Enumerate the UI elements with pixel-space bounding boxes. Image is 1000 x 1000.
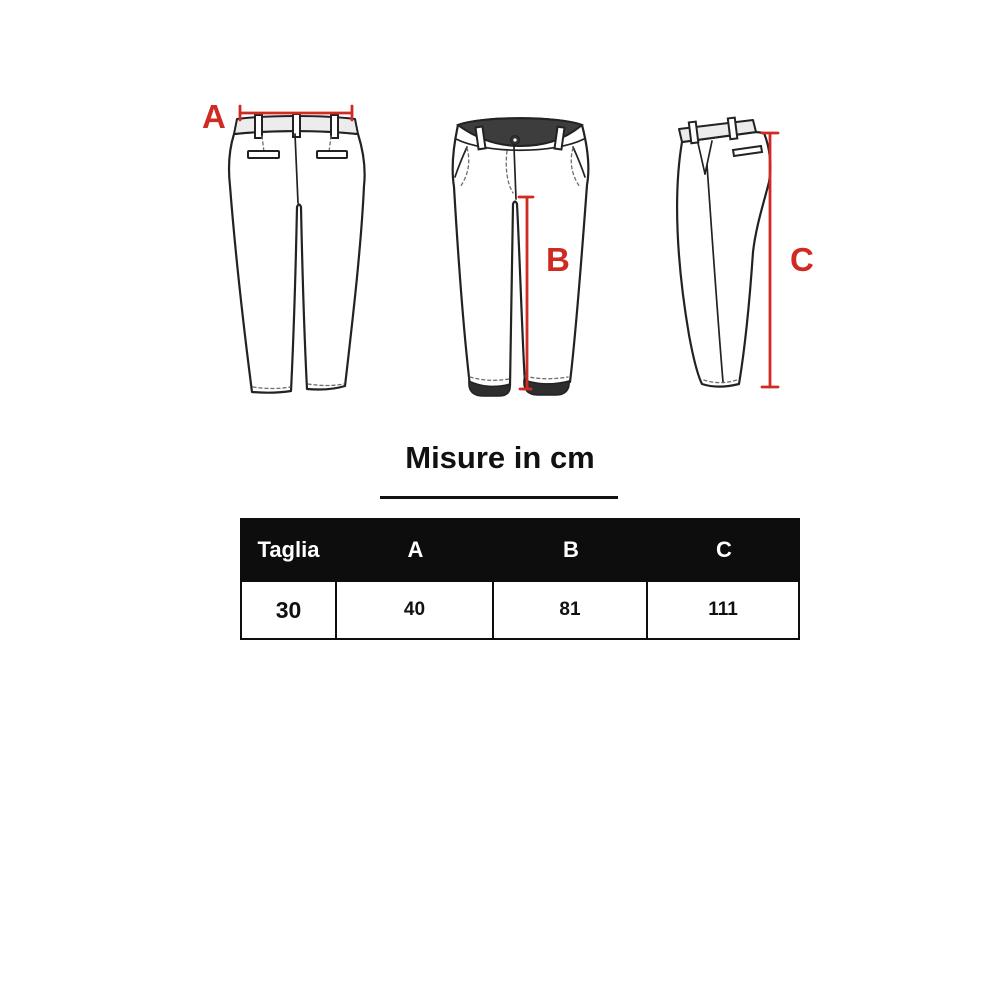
measure-label-c: C (790, 241, 814, 278)
size-table (240, 518, 800, 640)
column-header-taglia: Taglia (257, 537, 320, 562)
back-pocket (317, 151, 347, 158)
cell-taglia: 30 (242, 582, 337, 638)
belt-loop (255, 115, 262, 138)
belt-loop (293, 114, 300, 137)
page-title: Misure in cm (405, 440, 595, 475)
pants-side-view-drawing (677, 118, 778, 387)
cell-a: 40 (337, 582, 494, 638)
measure-label-a: A (202, 98, 226, 135)
belt-loop (728, 118, 738, 140)
size-table-header (240, 518, 800, 582)
cell-c: 111 (708, 599, 738, 620)
column-header-b: B (563, 537, 579, 562)
belt-loop (331, 115, 338, 138)
measure-label-b: B (546, 241, 570, 278)
pants-back-view-drawing (229, 106, 365, 393)
belt-loop (689, 122, 699, 144)
title-underline (380, 496, 618, 499)
column-header-c: C (716, 537, 732, 562)
back-pocket (248, 151, 279, 158)
column-header-a: A (407, 537, 424, 562)
table-row (240, 582, 800, 640)
cell-b: 81 (494, 582, 648, 638)
pants-drawings (0, 0, 1000, 430)
